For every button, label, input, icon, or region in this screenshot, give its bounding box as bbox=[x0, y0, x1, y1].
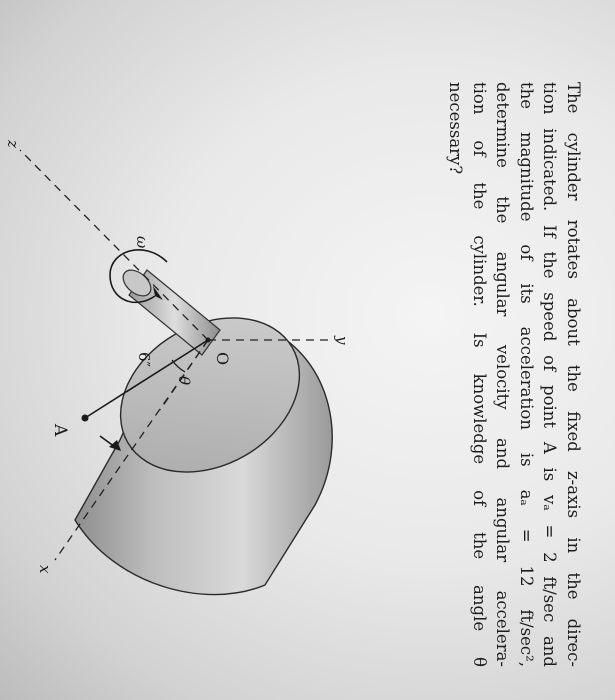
point-a-label: A bbox=[50, 424, 70, 437]
problem-line: necessary? bbox=[446, 82, 466, 175]
velocity-arrow bbox=[100, 436, 121, 451]
omega-label: ω bbox=[133, 236, 151, 249]
problem-line: the magnitude of its acceleration is aₐ = 12 ft/sec², bbox=[517, 82, 536, 667]
z-axis-label: z bbox=[4, 140, 22, 148]
origin-label: O bbox=[213, 352, 232, 366]
theta-label: θ bbox=[175, 376, 193, 386]
problem-line: tion indicated. If the speed of point A is vₐ = 2 ft/sec and bbox=[540, 82, 560, 667]
problem-line: tion of the cylinder. Is knowledge of the angle θ bbox=[470, 82, 489, 667]
x-axis-label: x bbox=[36, 565, 54, 574]
problem-line: The cylinder rotates about the fixed z-axis in the direc- bbox=[564, 82, 583, 667]
problem-line: determine the angular velocity and angular accelera- bbox=[493, 82, 513, 667]
radius-label: 6″ bbox=[135, 352, 153, 368]
y-axis-label: y bbox=[333, 336, 351, 345]
